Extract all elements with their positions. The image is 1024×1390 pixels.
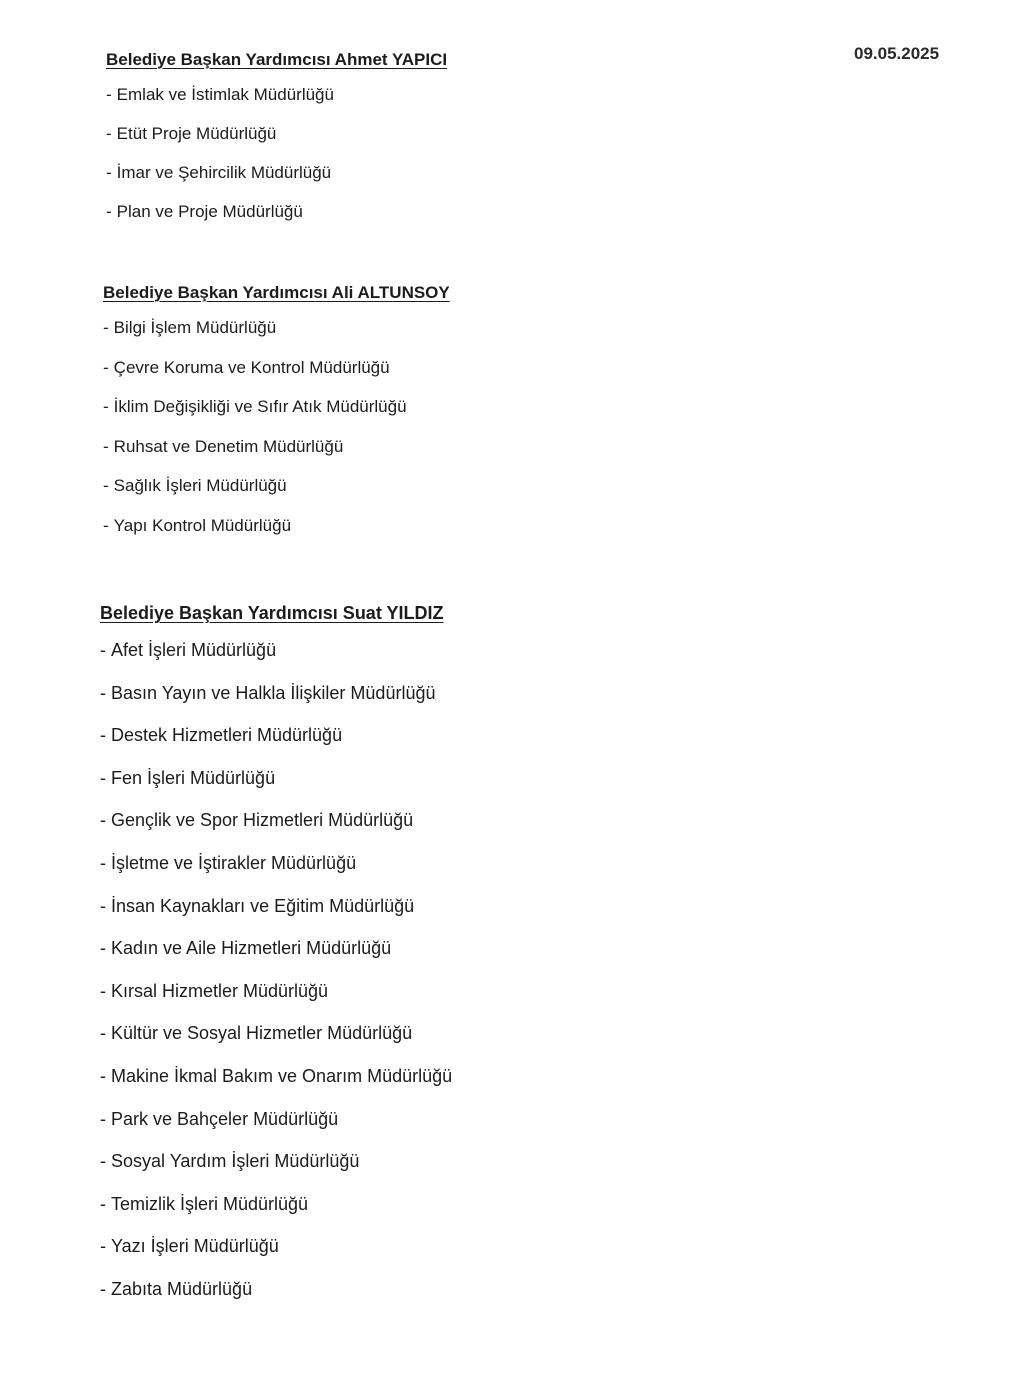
directorate-item: [106, 80, 447, 119]
list-dash: -: [100, 1193, 106, 1214]
directorate-item: [100, 975, 452, 1018]
directorate-label: Çevre Koruma ve Kontrol Müdürlüğü: [113, 357, 390, 377]
list-dash: -: [100, 1278, 106, 1299]
list-dash: -: [100, 938, 106, 959]
directorate-item: [100, 847, 452, 890]
directorate-item: [100, 890, 452, 933]
directorate-item: [106, 119, 447, 158]
list-dash: -: [103, 318, 109, 337]
directorate-item: [103, 392, 450, 432]
list-dash: -: [100, 895, 106, 916]
list-dash: -: [100, 852, 106, 873]
directorate-label: Kadın ve Aile Hizmetleri Müdürlüğü: [111, 938, 392, 959]
list-dash: -: [100, 767, 106, 788]
section-title: Belediye Başkan Yardımcısı Ahmet YAPICI: [106, 50, 448, 69]
list-dash: -: [100, 980, 106, 1001]
directorate-label: Yazı İşleri Müdürlüğü: [111, 1236, 279, 1257]
directorate-item: [100, 804, 452, 847]
directorate-label: Zabıta Müdürlüğü: [111, 1278, 253, 1299]
directorate-label: Kırsal Hizmetler Müdürlüğü: [111, 980, 329, 1001]
directorate-label: Makine İkmal Bakım ve Onarım Müdürlüğü: [111, 1065, 453, 1086]
directorate-label: Gençlik ve Spor Hizmetleri Müdürlüğü: [111, 810, 414, 831]
directorate-item: [103, 511, 450, 551]
directorate-label: Park ve Bahçeler Müdürlüğü: [111, 1108, 339, 1129]
directorate-label: Basın Yayın ve Halkla İlişkiler Müdürlüğü: [111, 682, 436, 703]
list-dash: -: [103, 397, 109, 417]
directorate-label: Destek Hizmetleri Müdürlüğü: [111, 725, 343, 746]
list-dash: -: [103, 515, 109, 535]
directorate-item: [106, 158, 447, 197]
directorate-label: Emlak ve İstimlak Müdürlüğü: [116, 85, 334, 104]
directorate-label: Kültür ve Sosyal Hizmetler Müdürlüğü: [111, 1023, 413, 1044]
directorate-item: [100, 762, 452, 805]
directorate-item: [103, 353, 450, 393]
directorate-label: İklim Değişikliği ve Sıfır Atık Müdürlüğü: [113, 397, 407, 417]
directorate-label: Bilgi İşlem Müdürlüğü: [113, 318, 277, 337]
directorate-item: [100, 1145, 452, 1188]
directorate-label: İnsan Kaynakları ve Eğitim Müdürlüğü: [111, 895, 415, 916]
directorate-item: [100, 932, 452, 975]
directorate-label: Etüt Proje Müdürlüğü: [116, 124, 277, 143]
list-dash: -: [100, 1108, 106, 1129]
directorate-label: Sosyal Yardım İşleri Müdürlüğü: [111, 1151, 360, 1172]
directorate-item: [100, 677, 452, 720]
section-deputy-suat-yildiz: [100, 603, 452, 1316]
directorate-label: Sağlık İşleri Müdürlüğü: [113, 476, 287, 496]
list-dash: -: [100, 1151, 106, 1172]
directorate-label: Afet İşleri Müdürlüğü: [111, 640, 277, 660]
directorate-item: [100, 719, 452, 762]
list-dash: -: [100, 1236, 106, 1257]
directorate-item: [106, 197, 447, 236]
list-dash: -: [100, 682, 106, 703]
directorate-item: [100, 634, 452, 677]
directorate-item: [100, 1017, 452, 1060]
list-dash: -: [103, 357, 109, 377]
section-deputy-ali-altunsoy: [103, 283, 450, 551]
list-dash: -: [103, 476, 109, 496]
directorate-label: Fen İşleri Müdürlüğü: [111, 767, 276, 788]
list-dash: -: [106, 202, 112, 221]
directorate-item: [100, 1188, 452, 1231]
directorate-item: [100, 1103, 452, 1146]
list-dash: -: [103, 436, 109, 456]
directorate-item: [100, 1273, 452, 1316]
directorate-list: [103, 313, 450, 551]
list-dash: -: [106, 163, 112, 182]
directorate-label: Ruhsat ve Denetim Müdürlüğü: [113, 436, 344, 456]
directorate-item: [103, 471, 450, 511]
directorate-label: İmar ve Şehircilik Müdürlüğü: [116, 163, 332, 182]
list-dash: -: [100, 725, 106, 746]
directorate-item: [103, 313, 450, 353]
section-title: Belediye Başkan Yardımcısı Ali ALTUNSOY: [103, 283, 450, 302]
list-dash: -: [100, 810, 106, 831]
section-deputy-ahmet-yapici: [106, 50, 447, 236]
directorate-label: İşletme ve İştirakler Müdürlüğü: [111, 852, 357, 873]
list-dash: -: [106, 85, 112, 104]
directorate-item: [103, 432, 450, 472]
list-dash: -: [100, 1065, 106, 1086]
document-date: 09.05.2025: [854, 44, 940, 63]
directorate-list: [106, 80, 447, 236]
directorate-label: Temizlik İşleri Müdürlüğü: [111, 1193, 309, 1214]
directorate-label: Yapı Kontrol Müdürlüğü: [113, 515, 292, 535]
directorate-item: [100, 1060, 452, 1103]
directorate-list: [100, 634, 452, 1316]
directorate-item: [100, 1230, 452, 1273]
section-title: Belediye Başkan Yardımcısı Suat YILDIZ: [100, 603, 444, 623]
list-dash: -: [100, 640, 106, 660]
list-dash: -: [100, 1023, 106, 1044]
list-dash: -: [106, 124, 112, 143]
directorate-label: Plan ve Proje Müdürlüğü: [116, 202, 303, 221]
